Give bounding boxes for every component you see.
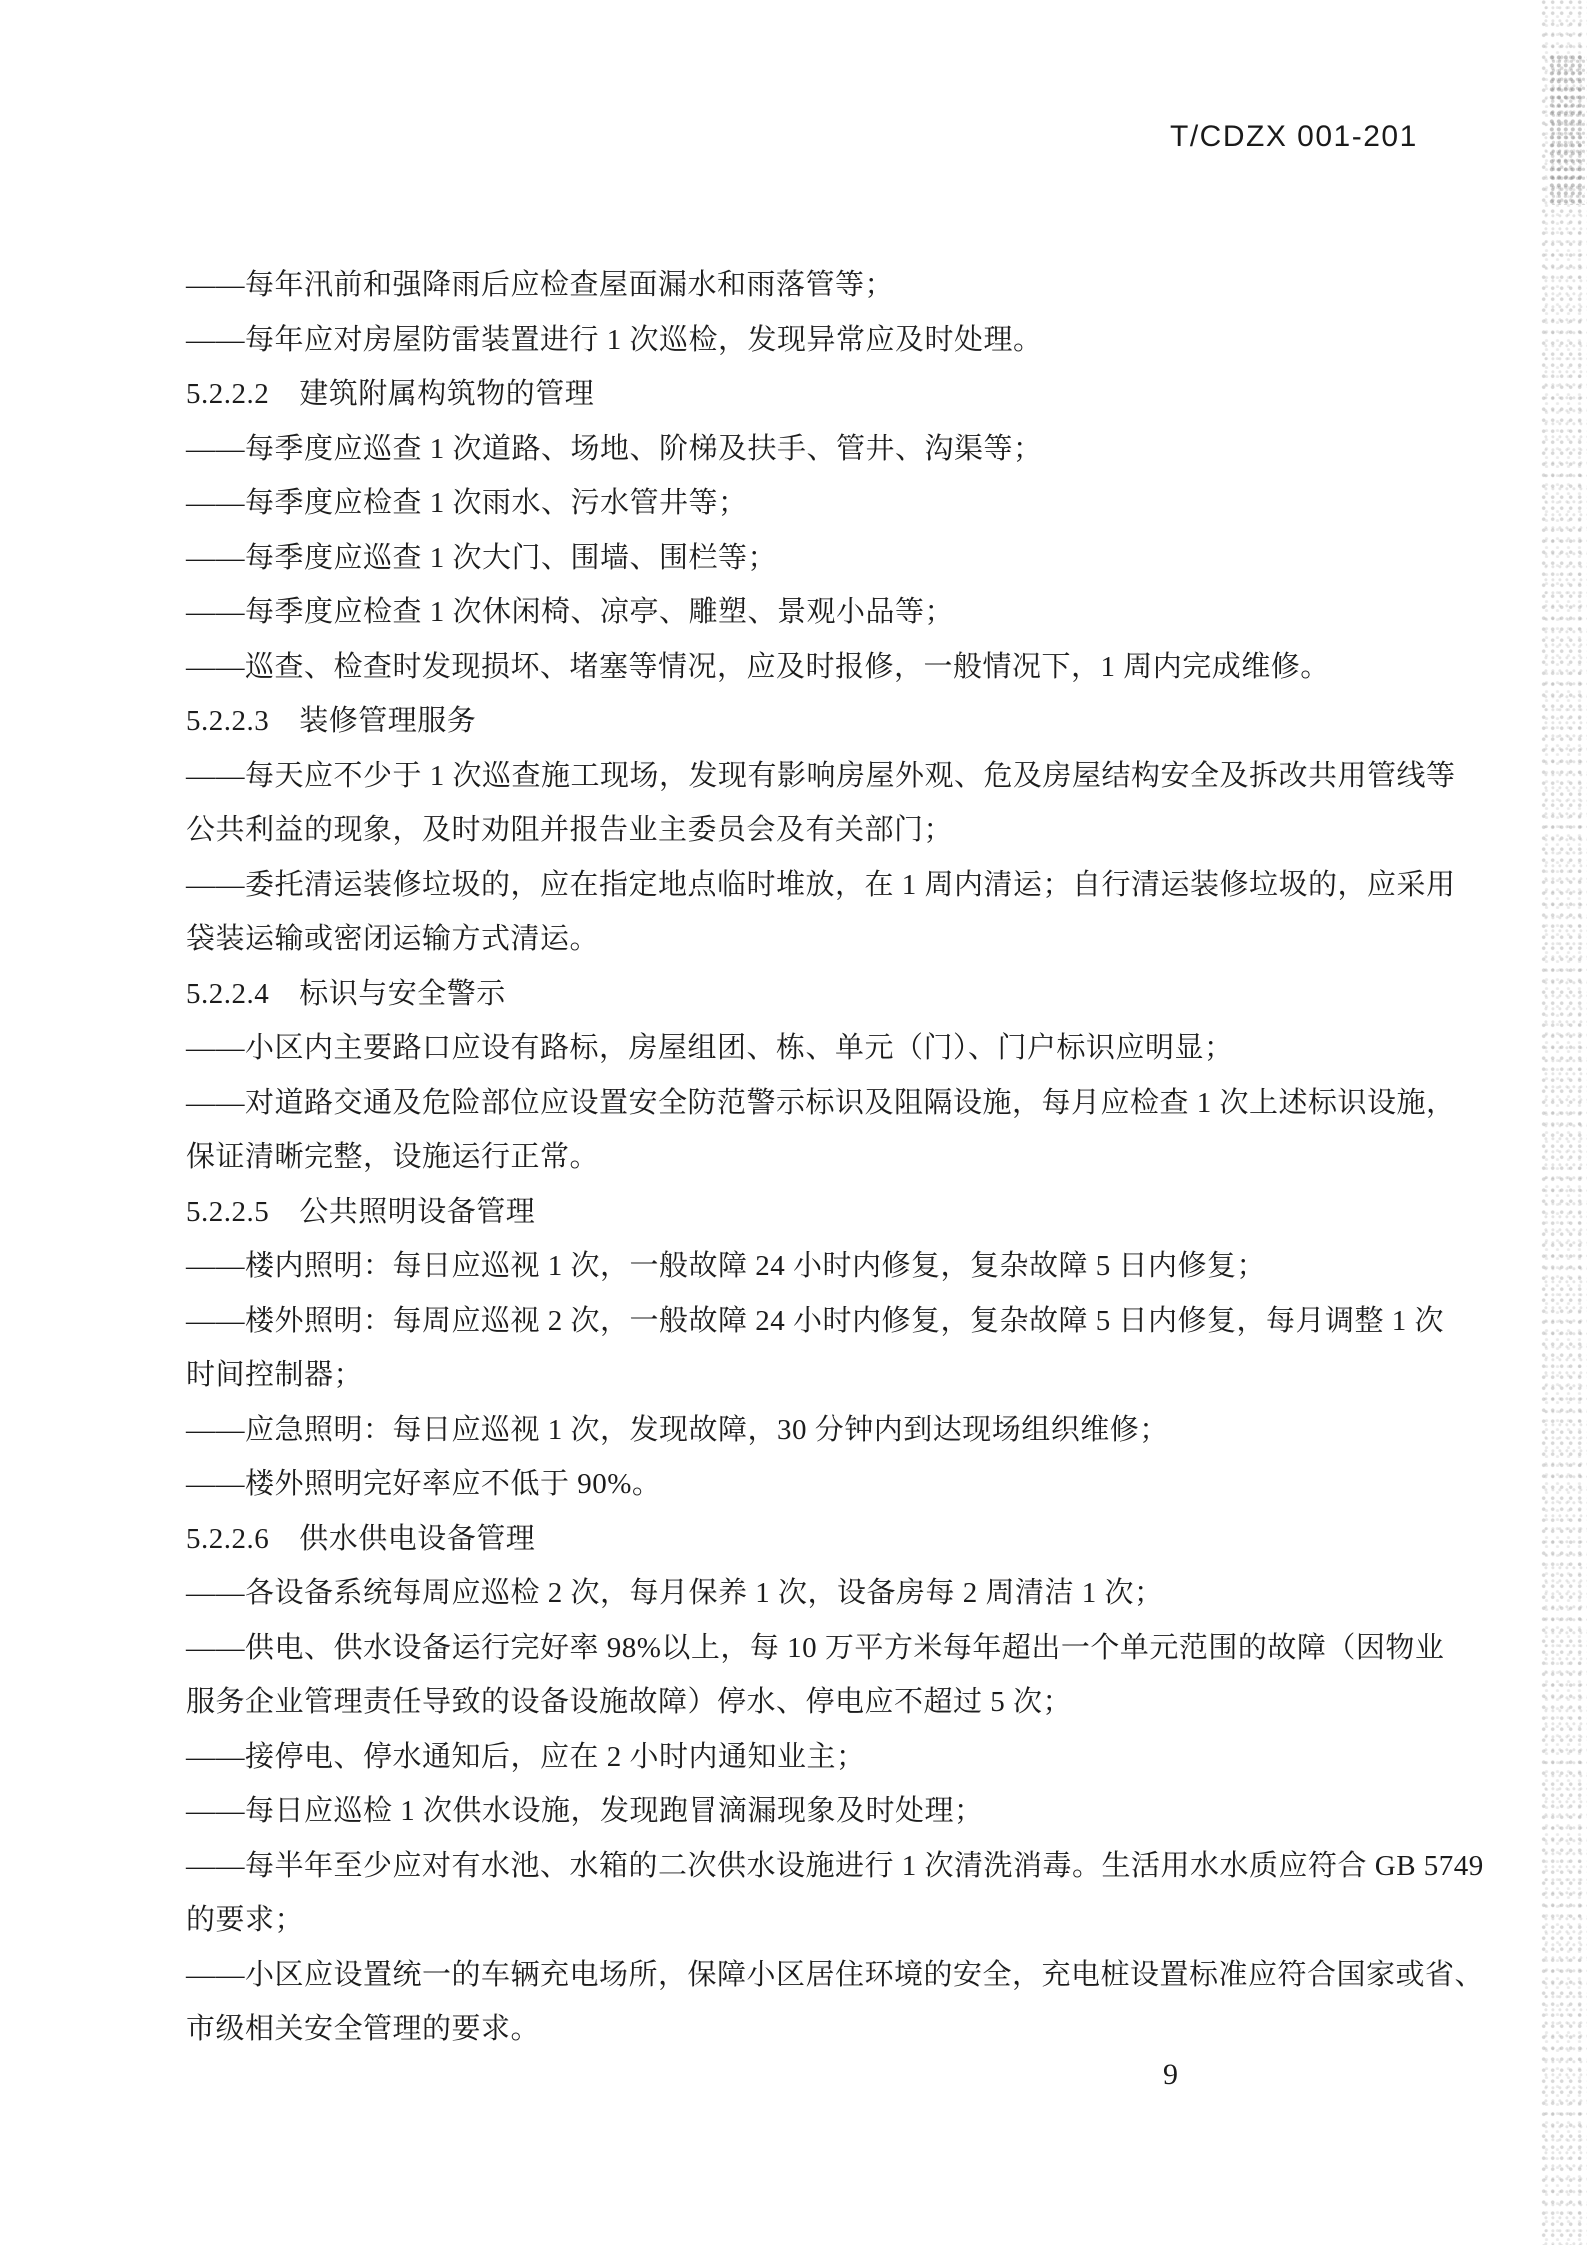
section-heading bbox=[186, 967, 1416, 1022]
section-number: 5.2.2.5 bbox=[186, 1195, 270, 1228]
bullet-line: ——每季度应检查 1 次休闲椅、凉亭、雕塑、景观小品等； bbox=[186, 596, 955, 628]
section-number: 5.2.2.2 bbox=[186, 378, 270, 410]
scan-noise-edge bbox=[1541, 0, 1587, 2245]
continuation-line: 保证清晰完整，设施运行正常。 bbox=[186, 1141, 600, 1173]
bullet-line: ——供电、供水设备运行完好率 98%以上，每 10 万平方米每年超出一个单元范围的故障（因物业 bbox=[186, 1631, 1445, 1664]
bullet-line: ——每季度应检查 1 次雨水、污水管井等； bbox=[186, 487, 748, 519]
bullet-line: ——每日应巡检 1 次供水设施，发现跑冒滴漏现象及时处理； bbox=[186, 1795, 984, 1827]
continuation-line: 公共利益的现象，及时劝阻并报告业主委员会及有关部门； bbox=[186, 814, 954, 846]
continuation-line: 服务企业管理责任导致的设备设施故障）停水、停电应不超过 5 次； bbox=[186, 1686, 1073, 1718]
bullet-line: ——巡查、检查时发现损坏、堵塞等情况，应及时报修，一般情况下，1 周内完成维修。 bbox=[186, 650, 1330, 683]
document-body bbox=[186, 258, 1485, 2057]
bullet-line: ——楼内照明：每日应巡视 1 次，一般故障 24 小时内修复，复杂故障 5 日内修复； bbox=[186, 1250, 1267, 1282]
bullet-line: ——应急照明：每日应巡视 1 次，发现故障，30 分钟内到达现场组织维修； bbox=[186, 1413, 1169, 1446]
section-title: 装修管理服务 bbox=[299, 705, 477, 737]
bullet-line: ——每年汛前和强降雨后应检查屋面漏水和雨落管等； bbox=[186, 269, 895, 301]
continuation-line: 的要求； bbox=[186, 1904, 305, 1936]
section-heading bbox=[186, 1512, 1416, 1567]
section-title: 标识与安全警示 bbox=[299, 977, 506, 1010]
bullet-line: ——楼外照明完好率应不低于 90%。 bbox=[186, 1468, 662, 1500]
bullet-line: ——对道路交通及危险部位应设置安全防范警示标识及阻隔设施，每月应检查 1 次上述标识设施， bbox=[186, 1086, 1456, 1119]
section-title: 供水供电设备管理 bbox=[299, 1522, 536, 1555]
bullet-line: ——各设备系统每周应巡检 2 次，每月保养 1 次，设备房每 2 周清洁 1 次； bbox=[186, 1577, 1164, 1609]
section-number: 5.2.2.6 bbox=[186, 1522, 270, 1555]
section-number: 5.2.2.4 bbox=[186, 977, 270, 1010]
bullet-line: ——接停电、停水通知后，应在 2 小时内通知业主； bbox=[186, 1740, 866, 1773]
page-number: 9 bbox=[1163, 2058, 1178, 2091]
bullet-line: ——委托清运装修垃圾的，应在指定地点临时堆放，在 1 周内清运；自行清运装修垃圾的，应采用 bbox=[186, 868, 1456, 901]
continuation-line: 时间控制器； bbox=[186, 1359, 364, 1391]
standard-code-header: T/CDZX 001-201 bbox=[1170, 120, 1418, 153]
section-heading bbox=[186, 1185, 1416, 1240]
bullet-line: ——小区应设置统一的车辆充电场所，保障小区居住环境的安全，充电桩设置标准应符合国家或省、 bbox=[186, 1958, 1485, 1991]
bullet-line: ——每季度应巡查 1 次大门、围墙、围栏等； bbox=[186, 541, 778, 574]
continuation-line: 市级相关安全管理的要求。 bbox=[186, 2013, 541, 2045]
bullet-line: ——每季度应巡查 1 次道路、场地、阶梯及扶手、管井、沟渠等； bbox=[186, 432, 1043, 465]
bullet-line: ——小区内主要路口应设有路标，房屋组团、栋、单元（门）、门户标识应明显； bbox=[186, 1032, 1234, 1064]
section-title: 建筑附属构筑物的管理 bbox=[299, 378, 595, 410]
continuation-line: 袋装运输或密闭运输方式清运。 bbox=[186, 923, 600, 955]
section-heading bbox=[186, 367, 1416, 422]
section-heading bbox=[186, 694, 1416, 749]
bullet-line: ——每年应对房屋防雷装置进行 1 次巡检，发现异常应及时处理。 bbox=[186, 323, 1043, 356]
bullet-line: ——楼外照明：每周应巡视 2 次，一般故障 24 小时内修复，复杂故障 5 日内修复，每月调整 1 次 bbox=[186, 1304, 1445, 1337]
section-title: 公共照明设备管理 bbox=[299, 1195, 536, 1228]
bullet-line: ——每天应不少于 1 次巡查施工现场，发现有影响房屋外观、危及房屋结构安全及拆改共用管线等 bbox=[186, 759, 1456, 792]
scan-noise-top-patch bbox=[1549, 55, 1585, 205]
bullet-line: ——每半年至少应对有水池、水箱的二次供水设施进行 1 次清洗消毒。生活用水水质应符合 GB 5749 bbox=[186, 1849, 1484, 1882]
section-number: 5.2.2.3 bbox=[186, 705, 270, 737]
